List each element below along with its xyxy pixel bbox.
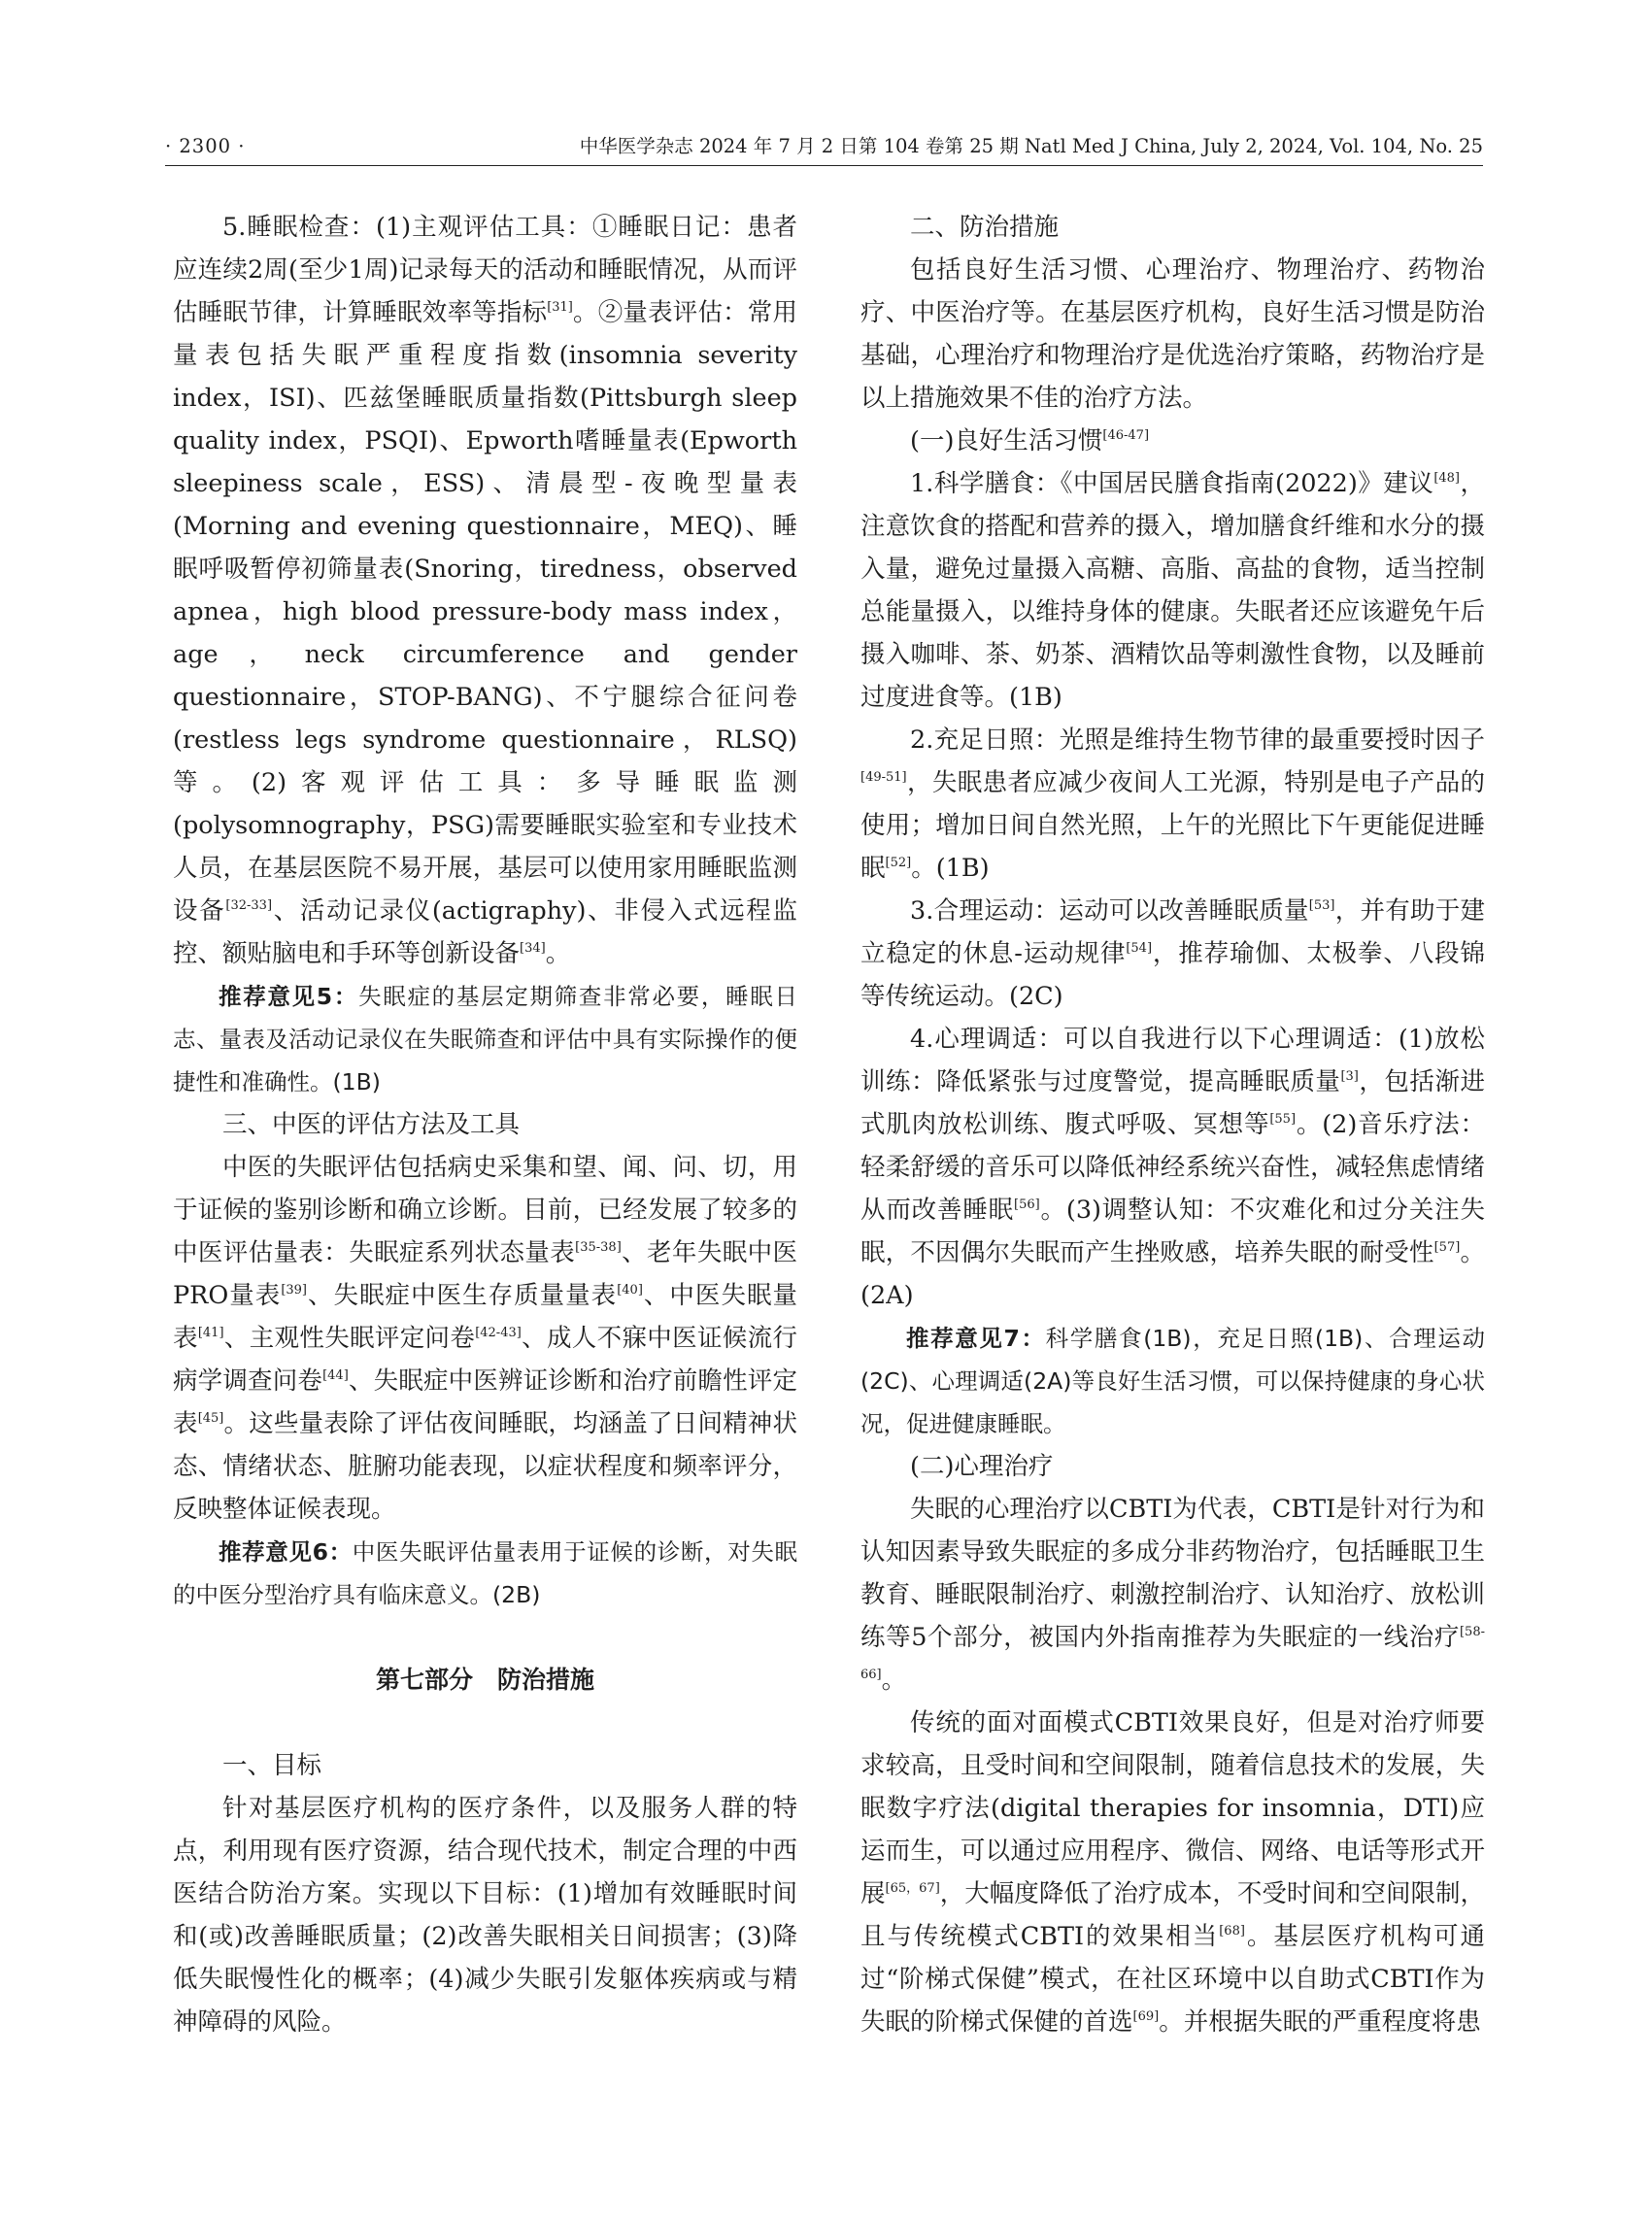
part-title: 第七部分 防治措施 <box>375 1666 594 1694</box>
recommendation-5: 推荐意见5：失眠症的基层定期筛查非常必要，睡眠日志、量表及活动记录仪在失眠筛查和评估中具有实际操作的便捷性和准确性。(1B) <box>173 983 797 1096</box>
paragraph-sleep-examination: 5.睡眠检查：(1)主观评估工具：①睡眠日记：患者应连续2周(至少1周)记录每天的活动和睡眠情况，从而评估睡眠节律，计算睡眠效率等指标[31]。②量表评估：常用量表包括失眠严重程度指数(insomnia severity index，ISI)、匹兹堡睡眠质量指数(Pittsburgh sleep quality index，PSQI)、Epworth嗜睡量表(Epworth sleepiness scale，ESS)、清晨型-夜晚型量表(Morning and evening questionnaire，MEQ)、睡眠呼吸暂停初筛量表(Snoring，tiredness，observed apnea，high blood pressure-body mass index，age，neck circumference and gender questionnaire，STOP-BANG)、不宁腿综合征问卷(restless legs syndrome questionnaire，RLSQ)等。(2)客观评估工具：多导睡眠监测(polysomnography，PSG)需要睡眠实验室和专业技术人员，在基层医院不易开展，基层可以使用家用睡眠监测设备[32-33]、活动记录仪(actigraphy)、非侵入式远程监控、额贴脑电和手环等创新设备[34]。 <box>173 213 797 968</box>
running-header <box>165 132 1483 166</box>
subsection-heading-psychotherapy: (二)心理治疗 <box>910 1452 1054 1481</box>
recommendation-label: 推荐意见5： <box>219 983 359 1010</box>
journal-citation: 中华医学杂志 2024 年 7 月 2 日第 104 卷第 25 期 Natl Med J China, July 2, 2024, Vol. 104, No. 25 <box>579 135 1483 157</box>
recommendation-label: 推荐意见6： <box>219 1538 353 1566</box>
recommendation-7: 推荐意见7：科学膳食(1B)，充足日照(1B)、合理运动(2C)、心理调适(2A)等良好生活习惯，可以保持健康的身心状况，促进健康睡眠。 <box>860 1325 1485 1437</box>
subsection-heading-lifestyle: (一)良好生活习惯[46-47] <box>910 426 1150 455</box>
left-column <box>173 206 797 2043</box>
right-column <box>860 206 1485 2043</box>
paragraph-diet: 1.科学膳食：《中国居民膳食指南(2022)》建议[48]，注意饮食的搭配和营养的摄入，增加膳食纤维和水分的摄入量，避免过量摄入高糖、高脂、高盐的食物，适当控制总能量摄入，以维持身体的健康。失眠者还应该避免午后摄入咖啡、茶、奶茶、酒精饮品等刺激性食物，以及睡前过度进食等。(1B) <box>860 469 1485 712</box>
recommendation-label: 推荐意见7： <box>906 1325 1046 1352</box>
paragraph-sunlight: 2.充足日照：光照是维持生物节律的最重要授时因子[49-51]，失眠患者应减少夜间人工光源，特别是电子产品的使用；增加日间自然光照，上午的光照比下午更能促进睡眠[52]。(1B) <box>860 725 1485 883</box>
recommendation-6: 推荐意见6：中医失眠评估量表用于证候的诊断，对失眠的中医分型治疗具有临床意义。(2B) <box>173 1538 797 1608</box>
paragraph-psychological-adjustment: 4.心理调适：可以自我进行以下心理调适：(1)放松训练：降低紧张与过度警觉，提高睡眠质量[3]，包括渐进式肌肉放松训练、腹式呼吸、冥想等[55]。(2)音乐疗法：轻柔舒缓的音乐可以降低神经系统兴奋性，减轻焦虑情绪从而改善睡眠[56]。(3)调整认知：不灾难化和过分关注失眠，不因偶尔失眠而产生挫败感，培养失眠的耐受性[57]。(2A) <box>860 1025 1485 1310</box>
page-number: · 2300 · <box>165 135 246 157</box>
paragraph-cbti: 失眠的心理治疗以CBTI为代表，CBTI是针对行为和认知因素导致失眠症的多成分非药物治疗，包括睡眠卫生教育、睡眠限制治疗、刺激控制治疗、认知治疗、放松训练等5个部分，被国内外指南推荐为失眠症的一线治疗[58-66]。 <box>860 1495 1485 1695</box>
paragraph-tcm-assessment: 中医的失眠评估包括病史采集和望、闻、问、切，用于证候的鉴别诊断和确立诊断。目前，已经发展了较多的中医评估量表：失眠症系列状态量表[35-38]、老年失眠中医PRO量表[39]、失眠症中医生存质量量表[40]、中医失眠量表[41]、主观性失眠评定问卷[42-43]、成人不寐中医证候流行病学调查问卷[44]、失眠症中医辨证诊断和治疗前瞻性评定表[45]。这些量表除了评估夜间睡眠，均涵盖了日间精神状态、情绪状态、脏腑功能表现，以症状程度和频率评分，反映整体证候表现。 <box>173 1153 797 1524</box>
section-heading-prevention: 二、防治措施 <box>910 213 1060 242</box>
paragraph-exercise: 3.合理运动：运动可以改善睡眠质量[53]，并有助于建立稳定的休息-运动规律[54]，推荐瑜伽、太极拳、八段锦等传统运动。(2C) <box>860 896 1485 1011</box>
paragraph-digital-therapy: 传统的面对面模式CBTI效果良好，但是对治疗师要求较高，且受时间和空间限制，随着信息技术的发展，失眠数字疗法(digital therapies for insomnia，DTI)应运而生，可以通过应用程序、微信、网络、电话等形式开展[65，67]，大幅度降低了治疗成本，不受时间和空间限制，且与传统模式CBTI的效果相当[68]。基层医疗机构可通过“阶梯式保健”模式，在社区环境中以自助式CBTI作为失眠的阶梯式保健的首选[69]。并根据失眠的严重程度将患 <box>860 1708 1485 2037</box>
section-heading-tcm-assessment: 三、中医的评估方法及工具 <box>222 1110 521 1139</box>
section-heading-goals: 一、目标 <box>222 1751 322 1780</box>
paragraph-goals: 针对基层医疗机构的医疗条件，以及服务人群的特点，利用现有医疗资源，结合现代技术，制定合理的中西医结合防治方案。实现以下目标：(1)增加有效睡眠时间和(或)改善睡眠质量；(2)改善失眠相关日间损害；(3)降低失眠慢性化的概率；(4)减少失眠引发躯体疾病或与精神障碍的风险。 <box>173 1794 797 2037</box>
paragraph-prevention-overview: 包括良好生活习惯、心理治疗、物理治疗、药物治疗、中医治疗等。在基层医疗机构，良好生活习惯是防治基础，心理治疗和物理治疗是优选治疗策略，药物治疗是以上措施效果不佳的治疗方法。 <box>860 255 1485 413</box>
